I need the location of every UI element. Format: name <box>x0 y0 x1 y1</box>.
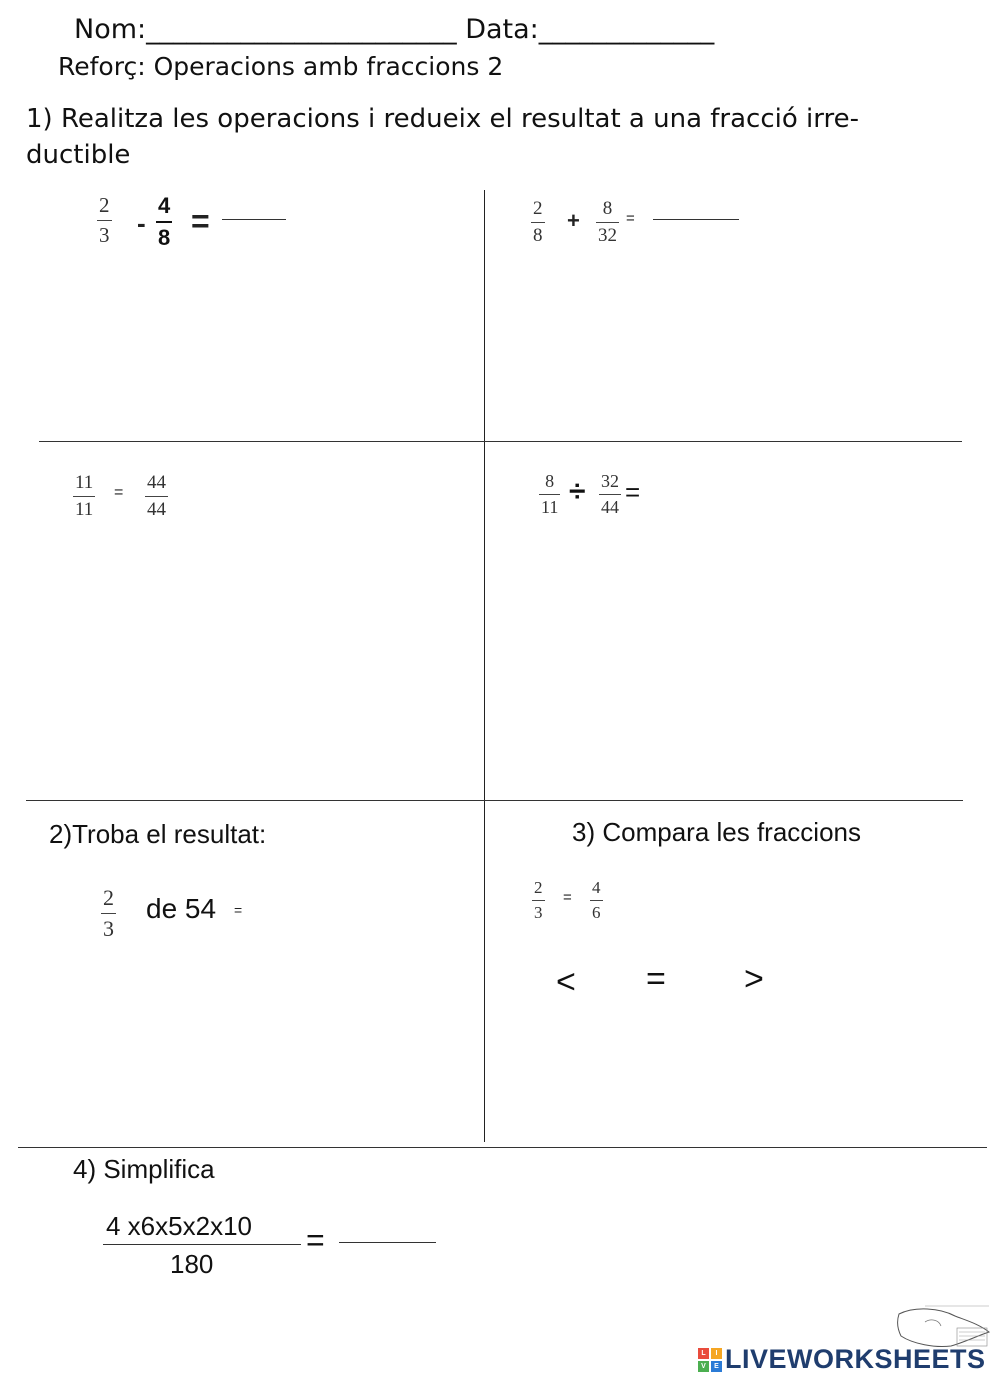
task4-numerator: 4 x6x5x2x10 <box>106 1211 252 1241</box>
op-d-fraction-1 <box>539 471 560 518</box>
task2-fraction <box>101 885 116 942</box>
op-d-operator: ÷ <box>569 475 586 508</box>
task4-fraction-bar <box>103 1244 301 1245</box>
task3-f2-num: 4 <box>592 878 601 897</box>
op-a-answer-line[interactable] <box>222 219 286 220</box>
task3-operator: = <box>563 889 572 906</box>
name-line <box>74 14 714 45</box>
logo-block-e: E <box>711 1361 722 1372</box>
task3-f2-den: 6 <box>592 903 601 922</box>
op-d-f1-den: 11 <box>541 497 559 517</box>
date-label: Data: <box>465 14 539 45</box>
date-blank[interactable]: _____________ <box>538 14 715 45</box>
logo-block-l: L <box>698 1348 709 1359</box>
op-c-fraction-1 <box>73 472 95 521</box>
op-a-f2-num: 4 <box>158 193 171 218</box>
logo-block-v: V <box>698 1361 709 1372</box>
task4-title: 4) Simplifica <box>73 1154 215 1184</box>
op-d-equals: = <box>625 477 641 507</box>
logo-blocks <box>698 1348 722 1372</box>
op-a-f1-num: 2 <box>99 193 110 217</box>
op-b-f1-num: 2 <box>533 198 543 219</box>
op-d-f1-num: 8 <box>545 471 555 491</box>
horizontal-divider-3 <box>18 1147 987 1148</box>
logo-block-i: I <box>711 1348 722 1359</box>
op-b-answer-line[interactable] <box>653 219 739 220</box>
op-d-fraction-2 <box>599 471 621 518</box>
task4-equals: = <box>306 1222 325 1258</box>
task4-denominator: 180 <box>170 1249 214 1279</box>
task3-fraction-1 <box>532 878 545 923</box>
op-b-f1-den: 8 <box>533 225 543 246</box>
op-b-f2-den: 32 <box>598 225 617 246</box>
fraction-bar <box>590 900 603 901</box>
task1-instruction-line1: 1) Realitza les operacions i redueix el resultat a una fracció irre- <box>26 104 859 134</box>
fraction-bar <box>156 221 172 223</box>
fraction-bar <box>596 222 619 223</box>
fraction-bar <box>599 494 621 495</box>
op-a-operator: - <box>137 208 146 238</box>
op-b-f2-num: 8 <box>602 198 613 219</box>
op-c-f1-den: 11 <box>75 499 94 520</box>
horizontal-divider-2 <box>26 800 963 801</box>
task2-text: de 54 <box>146 893 217 924</box>
choice-equals[interactable]: = <box>646 960 666 998</box>
op-a-fraction-1 <box>97 193 112 248</box>
task3-f1-num: 2 <box>534 878 543 897</box>
fraction-bar <box>539 494 560 495</box>
op-c-f2-den: 44 <box>147 499 166 520</box>
op-c-fraction-2 <box>145 472 168 521</box>
op-a-fraction-2 <box>156 193 172 251</box>
op-c-operator: = <box>114 484 124 501</box>
task4-answer-line[interactable] <box>339 1242 436 1243</box>
op-a-f2-den: 8 <box>158 225 171 250</box>
fraction-bar <box>73 496 95 497</box>
task1-instruction-line2: ductible <box>26 140 131 170</box>
choice-less-than[interactable]: < <box>556 963 576 1001</box>
task2-num: 2 <box>103 885 114 910</box>
op-d-f2-den: 44 <box>601 497 619 517</box>
op-b-operator: + <box>567 208 580 233</box>
fraction-bar <box>531 222 545 223</box>
task2-title: 2)Troba el resultat: <box>49 819 267 849</box>
op-d-f2-num: 32 <box>601 471 619 491</box>
op-b-fraction-2 <box>596 198 619 247</box>
op-c-f2-num: 44 <box>147 472 166 493</box>
op-b-equals: = <box>626 210 635 227</box>
task2-equals: = <box>234 902 243 918</box>
brand-name: LIVEWORKSHEETS <box>725 1344 986 1374</box>
fraction-bar <box>101 913 116 914</box>
task2-den: 3 <box>103 916 114 941</box>
fraction-bar <box>97 220 112 221</box>
choice-greater-than[interactable]: > <box>744 960 764 998</box>
vertical-divider <box>484 190 485 1142</box>
op-b-fraction-1 <box>531 198 545 247</box>
op-a-equals: = <box>191 203 210 239</box>
horizontal-divider-1 <box>39 441 962 442</box>
liveworksheets-logo <box>698 1344 986 1375</box>
fraction-bar <box>145 496 168 497</box>
task3-fraction-2 <box>590 878 603 923</box>
op-c-f1-num: 11 <box>75 472 94 493</box>
name-blank[interactable]: _______________________ <box>146 14 457 45</box>
op-a-f1-den: 3 <box>99 223 110 247</box>
worksheet-subtitle: Reforç: Operacions amb fraccions 2 <box>58 52 504 81</box>
school-stamp-icon <box>895 1302 993 1350</box>
name-label: Nom: <box>74 14 147 45</box>
task3-title: 3) Compara les fraccions <box>572 817 861 847</box>
fraction-bar <box>532 900 545 901</box>
task3-f1-den: 3 <box>534 903 543 922</box>
